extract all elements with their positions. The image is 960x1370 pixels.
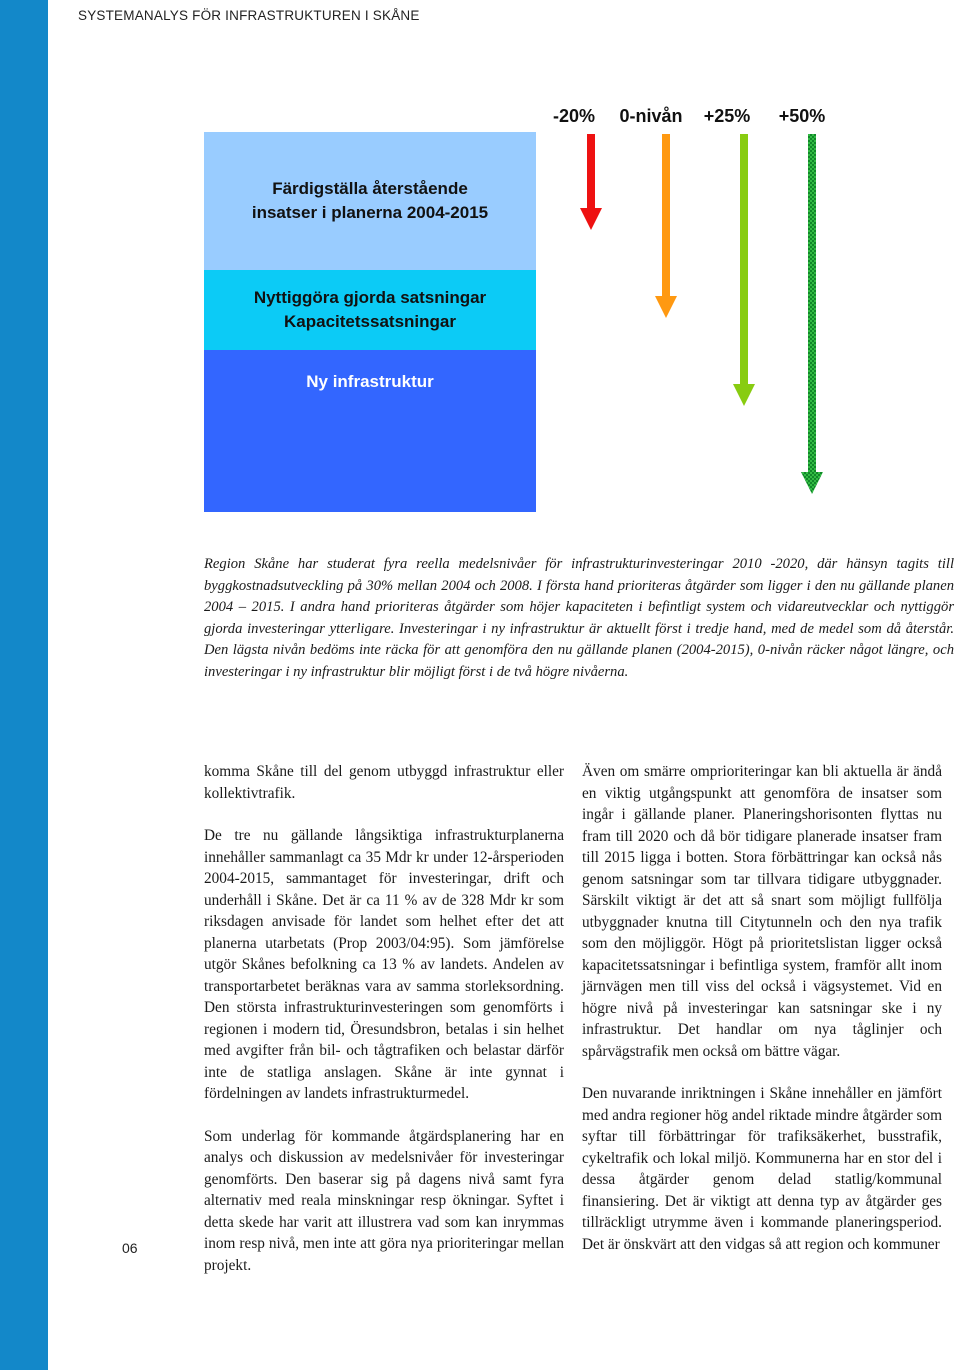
paragraph: Även om smärre omprioriteringar kan bli aktuella är ändå en viktig utgångspunkt att genomföra de insatser som ingår i gällande planer. Planeringshorisonten flyttas nu fram till 2020 och då bör tidigare planerade insatser fram till 2015 ligga i botten. Stora förbättringar kan också nås genom satsningar som tar tillvara tidigare utbyggnader. Särskilt viktigt är det att så snart som möjligt fullfölja utbyggnader knutna till Citytunneln och den nya trafik som den möjliggör. Högt på prioritetslistan ligger också kapacitetssatsningar i befintliga system, framför allt inom järnvägen men till viss del också i vägsystemet. Vid en högre nivå på investeringar kan satsningar ske i ny infrastruktur. Det handlar om nya tåglinjer och spårvägstrafik men också om bättre vägar.	[582, 763, 942, 1060]
band-text-line: Kapacitetssatsningar	[284, 312, 456, 331]
band-text-line: Färdigställa återstående	[272, 179, 468, 198]
band-text-line: insatser i planerna 2004-2015	[251, 203, 489, 222]
level-arrow	[655, 134, 677, 318]
level-label-plus-25: +25%	[703, 106, 751, 126]
level-label-zero: 0-nivån	[619, 106, 683, 126]
sidebar-stripe	[0, 0, 48, 1370]
paragraph: Som underlag för kommande åtgärdsplanering har en analys och diskussion av medelsnivåer för investeringar genomförts. Den baserar sig på dagens nivå samt fyra alternativ med reala minskningar resp ökningar. Syftet i detta skede har varit att illustrera vad som kan inrymmas inom resp nivå, men inte att göra nya prioriteringar mellan projekt.	[204, 1127, 564, 1274]
page-number: 06	[122, 1240, 138, 1256]
body-column-right	[582, 761, 942, 1255]
level-arrows	[200, 100, 850, 520]
level-arrow	[580, 134, 602, 230]
level-label-minus-20: -20%	[552, 106, 596, 126]
figure-caption: Region Skåne har studerat fyra reella medelsnivåer för infrastrukturinvesteringar 2010 -2020, där hänsyn tagits till byggkostnadsutveckling på 30% mellan 2004 och 2008. I första hand prioriteras åtgärder som ligger i den nu gällande planen 2004 – 2015. I andra hand prioriteras åtgärder som höjer kapaciteten i befintligt system och vidareutvecklar och nyttiggör gjorda investeringar ytterligare. Investeringar i ny infrastruktur är aktuellt först i tredje hand, med de medel som då återstår. Den lägsta nivån bedöms inte räcka för att genomföra den nu gällande planen (2004-2015), 0-nivån räcker något längre, och investeringar i ny infrastruktur blir möjligt först i de två högre nivåerna.	[204, 556, 954, 680]
running-header: SYSTEMANALYS FÖR INFRASTRUKTUREN I SKÅNE	[78, 8, 420, 23]
investment-levels-figure	[200, 100, 850, 520]
level-arrow	[801, 134, 823, 494]
paragraph: Den nuvarande inriktningen i Skåne innehåller en jämfört med andra regioner hög andel riktade mindre åtgärder som syftar till förbättringar för trafiksäkerhet, busstrafik, cykeltrafik och lokal miljö. Kommunerna har en stor del i dessa åtgärder genom delad statlig/kommunal finansiering. Det är viktigt att denna typ av åtgärder ges tillräckligt utrymme även i kommande planeringsperiod. Det är önskvärt att den vidgas så att region och kommuner	[582, 1085, 942, 1253]
paragraph: De tre nu gällande långsiktiga infrastrukturplanerna innehåller sammanlagt ca 35 Mdr kr under 12-årsperioden 2004-2015, sammantaget för investeringar, drift och underhåll i Skåne. Det är ca 11 % av de 328 Mdr kr som riksdagen anvisade för landet som helhet efter det att planerna utarbetats (Prop 2003/04:95). Som jämförelse utgör Skånes befolkning ca 13 % av landets. Andelen av transportarbetet beräknas vara av samma storleksordning. Den största infrastrukturinvesteringen som genomförts i regionen i modern tid, Öresundsbron, betalas i sin helhet med avgifter från bil- och tågtrafiken och belastar därför inte de statliga anslagen. Skåne är inte gynnat i fördelningen av landets infrastrukturmedel.	[204, 827, 564, 1102]
paragraph: komma Skåne till del genom utbyggd infrastruktur eller kollektivtrafik.	[204, 763, 564, 802]
band-text-line: Nyttiggöra gjorda satsningar	[253, 288, 487, 307]
level-arrow	[733, 134, 755, 406]
band-text-line: Ny infrastruktur	[306, 372, 434, 391]
level-label-plus-50: +50%	[778, 106, 826, 126]
body-column-left	[204, 761, 564, 1276]
